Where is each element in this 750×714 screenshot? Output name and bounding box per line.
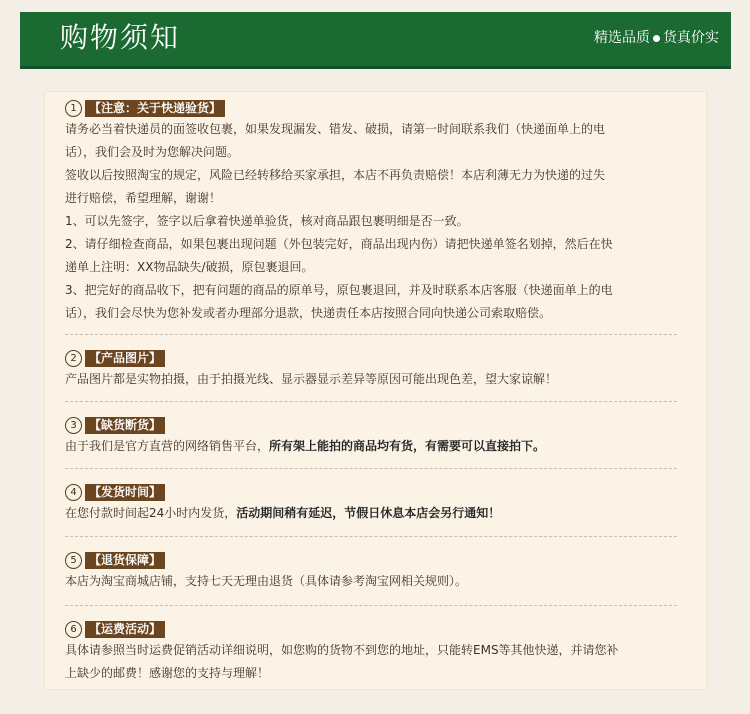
section-line: 递单上注明：XX物品缺失/破损，原包裹退回。 [65, 260, 314, 274]
section-return-guarantee [65, 550, 685, 593]
section-divider [65, 536, 677, 537]
section-divider [65, 334, 677, 335]
section-tag: 【退货保障】 [85, 552, 165, 569]
section-shipping-fee [65, 619, 685, 685]
section-tag: 【产品图片】 [85, 350, 165, 367]
section-line: 上缺少的邮费！感谢您的支持与理解！ [65, 666, 270, 680]
section-header [65, 550, 685, 570]
section-stock [65, 415, 685, 458]
section-header [65, 482, 685, 502]
section-text-normal: 在您付款时间起24小时内发货， [65, 506, 237, 520]
section-line: 请务必当着快递员的面签收包裹，如果发现漏发、错发、破损，请第一时间联系我们（快递面单上的电 [65, 122, 606, 136]
section-divider [65, 468, 677, 469]
section-number: 1 [65, 100, 82, 117]
section-number: 6 [65, 621, 82, 638]
section-line: 2、请仔细检查商品，如果包裹出现问题（外包装完好，商品出现内伤）请把快递单签名划掉，然后在快 [65, 237, 613, 251]
section-number: 2 [65, 350, 82, 367]
section-text [65, 502, 685, 525]
section-divider [65, 605, 677, 606]
section-line: 签收以后按照淘宝的规定，风险已经转移给买家承担，本店不再负责赔偿！本店利薄无力为快递的过失 [65, 168, 606, 182]
page-header [20, 12, 731, 69]
section-text: 本店为淘宝商城店铺，支持七天无理由退货（具体请参考淘宝网相关规则）。 [65, 574, 468, 588]
section-text-emphasis: 活动期间稍有延迟，节假日休息本店会另行通知！ [236, 506, 501, 520]
section-text-normal: 由于我们是官方直营的网络销售平台， [65, 439, 270, 453]
notice-panel [44, 91, 707, 690]
section-header [65, 415, 685, 435]
section-tag: 【缺货断货】 [85, 417, 165, 434]
page-title: 购物须知 [60, 21, 181, 54]
section-tag: 【注意：关于快递验货】 [85, 100, 225, 117]
section-line: 话），我们会及时为您解决问题。 [65, 145, 240, 159]
section-line: 1、可以先签字，签字以后拿着快递单验货，核对商品跟包裹明细是否一致。 [65, 214, 469, 228]
section-text-emphasis: 所有架上能拍的商品均有货，有需要可以直接拍下。 [269, 439, 546, 453]
section-shipping-time [65, 482, 685, 525]
section-line: 话），我们会尽快为您补发或者办理部分退款，快递责任本店按照合同向快递公司索取赔偿。 [65, 306, 552, 320]
section-delivery-inspection [65, 98, 685, 325]
section-tag: 【发货时间】 [85, 484, 165, 501]
section-header [65, 619, 685, 639]
section-number: 4 [65, 484, 82, 501]
section-tag: 【运费活动】 [85, 621, 165, 638]
section-text: 产品图片都是实物拍摄，由于拍摄光线、显示器显示差异等原因可能出现色差，望大家谅解！ [65, 372, 558, 386]
section-number: 3 [65, 417, 82, 434]
header-slogan [594, 28, 719, 48]
section-product-images [65, 348, 685, 391]
section-text [65, 435, 685, 458]
section-number: 5 [65, 552, 82, 569]
section-header [65, 98, 685, 118]
section-line: 进行赔偿，希望理解，谢谢！ [65, 191, 222, 205]
section-divider [65, 401, 677, 402]
section-header [65, 348, 685, 368]
section-line: 具体请参照当时运费促销活动详细说明，如您购的货物不到您的地址，只能转EMS等其他快递，并请您补 [65, 643, 619, 657]
section-line: 3、把完好的商品收下，把有问题的商品的原单号，原包裹退回，并及时联系本店客服（快递面单上的电 [65, 283, 613, 297]
slogan-quality: 精选品质 [594, 30, 650, 46]
slogan-authentic: 货真价实 [663, 30, 719, 46]
bullet-dot-icon [653, 35, 660, 42]
